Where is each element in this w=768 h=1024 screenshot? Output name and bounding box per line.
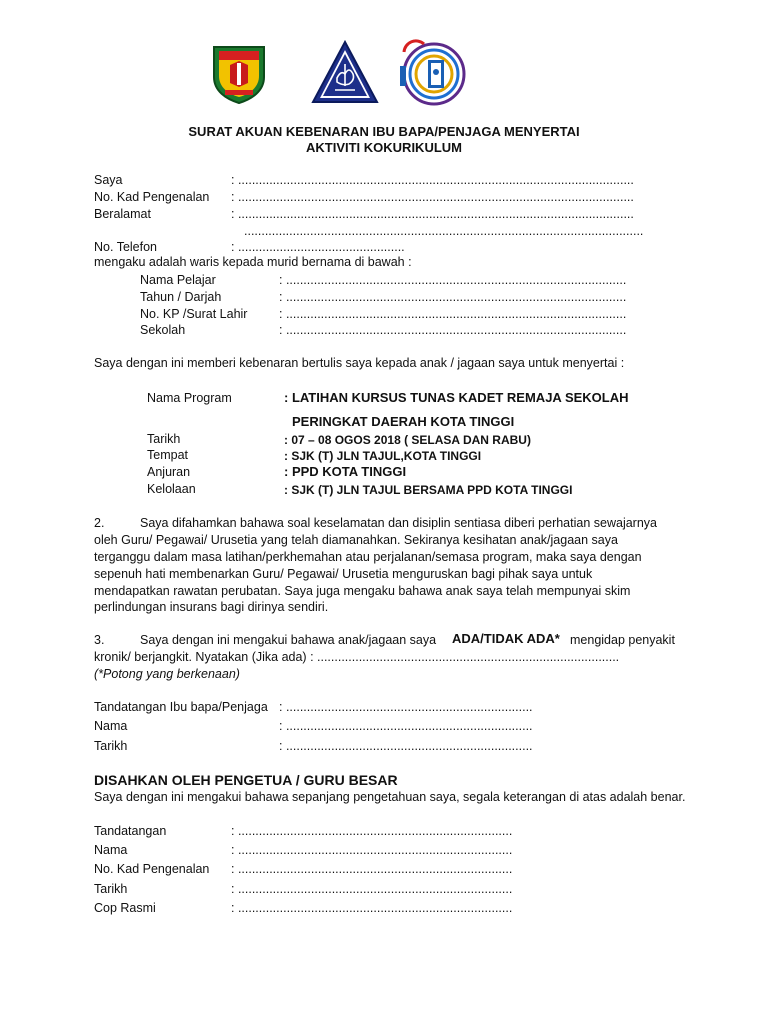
nama-pengetua-field[interactable]: : ...............................................................................: [231, 843, 513, 857]
jabatan-pendidikan-logo: [311, 40, 379, 106]
clause3-number: 3.: [94, 633, 105, 647]
clause2-line1: Saya difahamkan bahawa soal keselamatan dan disiplin sentiasa diberi perhatian sewajarnya: [140, 516, 657, 530]
kp-pengetua-label: No. Kad Pengenalan: [94, 862, 210, 876]
cop-rasmi-label: Cop Rasmi: [94, 901, 156, 915]
document-title-line1: SURAT AKUAN KEBENARAN IBU BAPA/PENJAGA MENYERTAI: [188, 124, 580, 139]
clause2-line2: oleh Guru/ Pegawai/ Urusetia yang telah diamanahkan. Sekiranya kesihatan anak/jagaan saya: [94, 533, 618, 547]
school-crest-logo: [208, 43, 270, 105]
tarikh-program-label: Tarikh: [147, 432, 181, 446]
ppd-logo: [398, 38, 470, 110]
kp-field[interactable]: : ..................................................................................................................: [231, 190, 634, 204]
nama-pelajar-label: Nama Pelajar: [140, 273, 216, 287]
clause2-number: 2.: [94, 516, 105, 530]
nama-program-value-2: PERINGKAT DAERAH KOTA TINGGI: [292, 414, 515, 429]
nama-program-value: : LATIHAN KURSUS TUNAS KADET REMAJA SEKOLAH: [284, 390, 629, 405]
tarikh-ibubapa-field[interactable]: : .......................................................................: [279, 739, 533, 753]
telefon-field[interactable]: : ................................................: [231, 240, 405, 254]
anjuran-label: Anjuran: [147, 465, 191, 479]
ttd-pengetua-label: Tandatangan: [94, 824, 167, 838]
nama-program-label: Nama Program: [147, 391, 232, 405]
alamat-field[interactable]: : ..................................................................................................................: [231, 207, 634, 221]
anjuran-value: : PPD KOTA TINGGI: [284, 464, 407, 479]
kp-pelajar-field[interactable]: : ..................................................................................................: [279, 307, 627, 321]
document-title-line2: AKTIVITI KOKURIKULUM: [306, 140, 462, 155]
waris-text: mengaku adalah waris kepada murid bernama di bawah :: [94, 255, 412, 269]
kelolaan-value: : SJK (T) JLN TAJUL BERSAMA PPD KOTA TINGGI: [284, 483, 573, 497]
clause3-text-a: Saya dengan ini mengakui bahawa anak/jagaan saya: [140, 633, 437, 647]
nama-pengetua-label: Nama: [94, 843, 128, 857]
clause3-text-b: mengidap penyakit: [570, 633, 675, 647]
clause2-line6: perlindungan insurans bagi dirinya sendiri.: [94, 600, 329, 614]
permission-text: Saya dengan ini memberi kebenaran bertulis saya kepada anak / jagaan saya untuk menyertai :: [94, 356, 625, 370]
endorse-text: Saya dengan ini mengakui bahawa sepanjang pengetahuan saya, segala keterangan di atas adalah benar.: [94, 790, 686, 804]
potong-note: (*Potong yang berkenaan): [94, 667, 240, 681]
kp-pelajar-label: No. KP /Surat Lahir: [140, 307, 248, 321]
nama-pelajar-field[interactable]: : ..................................................................................................: [279, 273, 627, 287]
ttd-pengetua-field[interactable]: : ...............................................................................: [231, 824, 513, 838]
tarikh-pengetua-label: Tarikh: [94, 882, 128, 896]
tempat-label: Tempat: [147, 448, 188, 462]
tahun-field[interactable]: : ..................................................................................................: [279, 290, 627, 304]
tempat-value: : SJK (T) JLN TAJUL,KOTA TINGGI: [284, 449, 482, 463]
tahun-label: Tahun / Darjah: [140, 290, 222, 304]
tarikh-program-value: : 07 – 08 OGOS 2018 ( SELASA DAN RABU): [284, 433, 531, 447]
clause2-line4: sepenuh hati membenarkan Guru/ Pegawai/ Urusetia menguruskan bagi pihak saya untuk: [94, 567, 593, 581]
ada-tidak-ada-option[interactable]: ADA/TIDAK ADA*: [452, 631, 560, 646]
kp-label: No. Kad Pengenalan: [94, 190, 210, 204]
kelolaan-label: Kelolaan: [147, 482, 196, 496]
tarikh-ibubapa-label: Tarikh: [94, 739, 128, 753]
clause2-line5: mendapatkan rawatan perubatan. Saya juga mengaku bahawa anak saya telah mempunyai skim: [94, 584, 631, 598]
sekolah-label: Sekolah: [140, 323, 186, 337]
tarikh-pengetua-field[interactable]: : ...............................................................................: [231, 882, 513, 896]
alamat-field-2[interactable]: ...................................................................................................................: [244, 224, 644, 238]
nama-ibubapa-label: Nama: [94, 719, 128, 733]
telefon-label: No. Telefon: [94, 240, 158, 254]
ttd-ibubapa-field[interactable]: : .......................................................................: [279, 700, 533, 714]
saya-field[interactable]: : ..................................................................................................................: [231, 173, 634, 187]
ttd-ibubapa-label: Tandatangan Ibu bapa/Penjaga: [94, 700, 268, 714]
saya-label: Saya: [94, 173, 123, 187]
clause3-line2[interactable]: kronik/ berjangkit. Nyatakan (Jika ada) : .......................................................................................: [94, 650, 620, 664]
endorse-heading: DISAHKAN OLEH PENGETUA / GURU BESAR: [94, 772, 398, 788]
sekolah-field[interactable]: : ..................................................................................................: [279, 323, 627, 337]
clause2-line3: terganggu dalam masa latihan/perkhemahan atau perjalanan/semasa program, maka saya dengan: [94, 550, 642, 564]
nama-ibubapa-field[interactable]: : .......................................................................: [279, 719, 533, 733]
alamat-label: Beralamat: [94, 207, 151, 221]
kp-pengetua-field[interactable]: : ...............................................................................: [231, 862, 513, 876]
cop-rasmi-field[interactable]: : ...............................................................................: [231, 901, 513, 915]
